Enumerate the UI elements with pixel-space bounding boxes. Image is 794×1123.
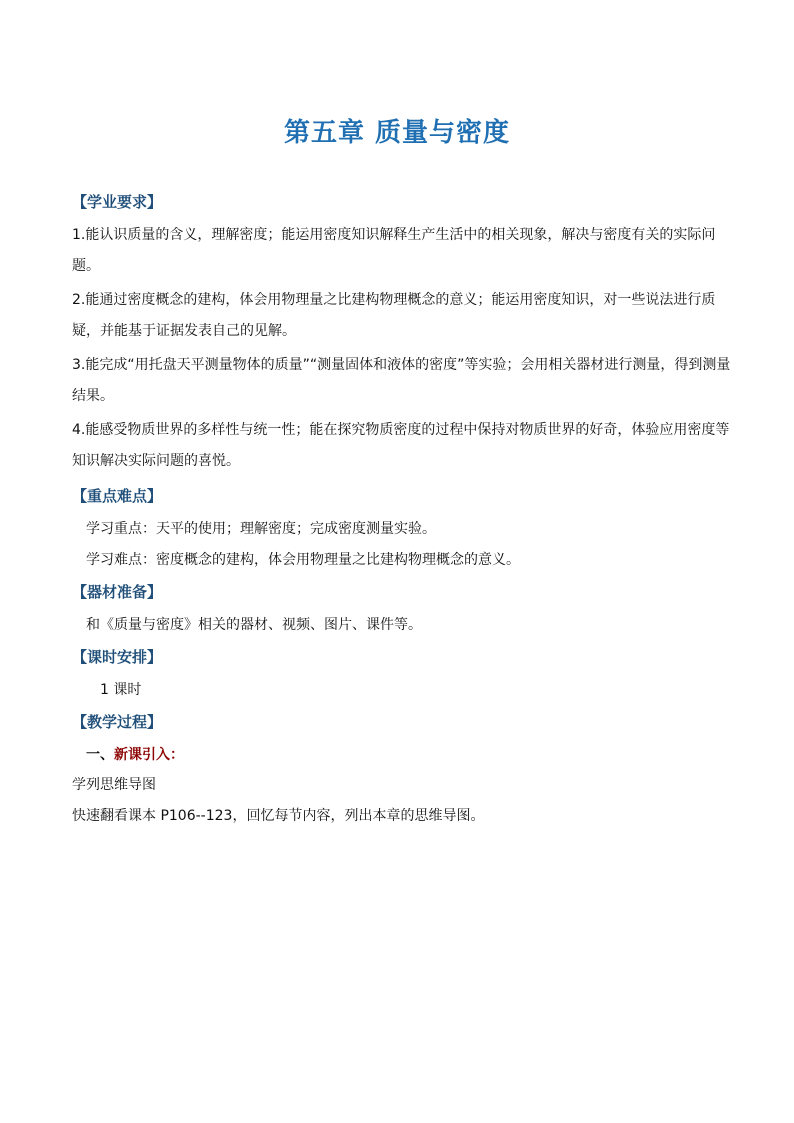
- requirement-item: 1.能认识质量的含义，理解密度；能运用密度知识解释生产生活中的相关现象，解决与密度有关的实际问题。: [72, 227, 716, 274]
- section-heading-requirements: 【学业要求】: [72, 193, 163, 211]
- section-heading-materials: 【器材准备】: [72, 583, 163, 601]
- section-heading-process: 【教学过程】: [72, 713, 163, 731]
- section-heading-key-points: 【重点难点】: [72, 487, 163, 505]
- process-subheading: [72, 740, 740, 770]
- schedule-text: 1 课时: [100, 682, 142, 698]
- process-line: 快速翻看课本 P106--123，回忆每节内容，列出本章的思维导图。: [72, 808, 485, 824]
- requirements-list: [72, 220, 740, 477]
- section-heading-schedule: 【课时安排】: [72, 648, 163, 666]
- requirement-item: 4.能感受物质世界的多样性与统一性；能在探究物质密度的过程中保持对物质世界的好奇，体验应用密度等知识解决实际问题的喜悦。: [72, 422, 730, 469]
- document-content: [72, 190, 740, 832]
- process-line: 学列思维导图: [72, 777, 156, 793]
- process-subheading-prefix: 一、: [86, 747, 114, 763]
- requirement-item: 2.能通过密度概念的建构，体会用物理量之比建构物理概念的意义；能运用密度知识，对一些说法进行质疑，并能基于证据发表自己的见解。: [72, 292, 716, 339]
- process-subheading-accent: 新课引入：: [114, 747, 184, 763]
- requirement-item: 3.能完成“用托盘天平测量物体的质量”“测量固体和液体的密度”等实验；会用相关器材进行测量，得到测量结果。: [72, 357, 731, 404]
- page-title: 第五章 质量与密度: [283, 118, 511, 148]
- materials-text: 和《质量与密度》相关的器材、视频、图片、课件等。: [86, 617, 422, 633]
- key-point-item: 学习重点：天平的使用；理解密度；完成密度测量实验。: [86, 521, 436, 537]
- key-point-item: 学习难点：密度概念的建构，体会用物理量之比建构物理概念的意义。: [86, 552, 520, 568]
